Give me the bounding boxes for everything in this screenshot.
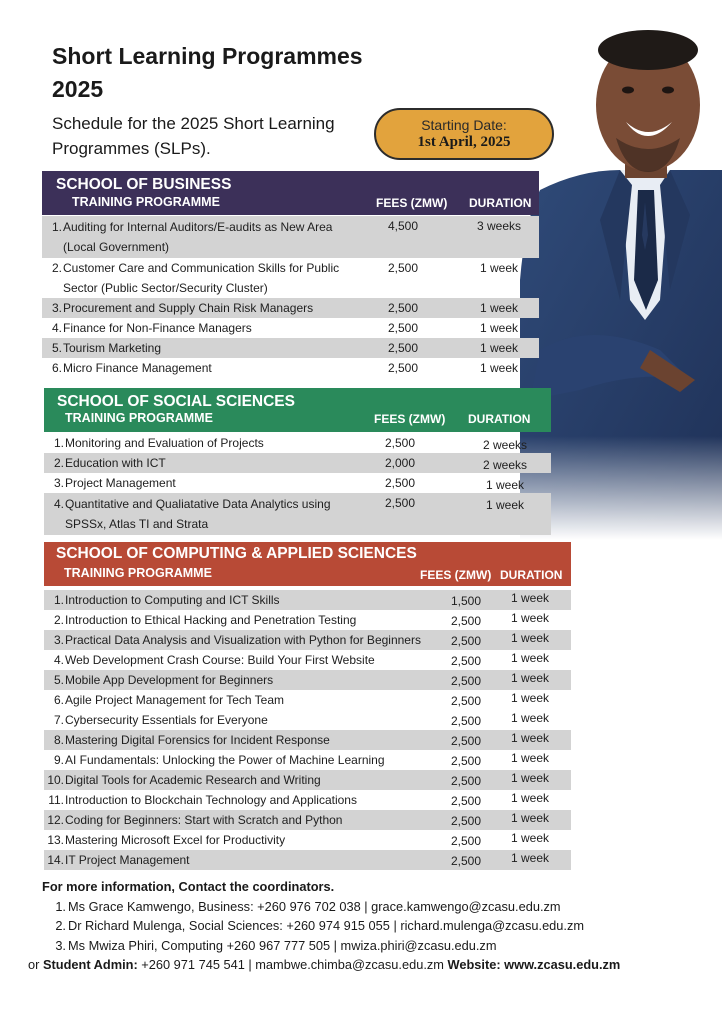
programme-title: Mastering Microsoft Excel for Productivity [65, 833, 286, 847]
row-number: 7. [53, 713, 64, 727]
coordinator-number: 3. [55, 937, 66, 953]
table-row [44, 610, 571, 630]
programme-fee: 2,500 [450, 834, 482, 848]
programme-title: Introduction to Ethical Hacking and Penetration Testing [65, 613, 357, 627]
programme-title: Coding for Beginners: Start with Scratch and Python [65, 813, 343, 827]
coordinator-details: Ms Mwiza Phiri, Computing +260 967 777 505 | mwiza.phiri@zcasu.edu.zm [68, 937, 497, 953]
row-number: 2. [51, 261, 62, 275]
table-row [44, 710, 571, 730]
table-row [42, 338, 539, 358]
programme-duration: 1 week [510, 811, 550, 825]
programme-title: Introduction to Computing and ICT Skills [65, 593, 280, 607]
row-number: 13. [47, 833, 64, 847]
programme-duration: 1 week [510, 731, 550, 745]
row-number: 4. [51, 321, 62, 335]
programme-fee: 2,500 [450, 814, 482, 828]
table-row [44, 630, 571, 650]
col-duration: DURATION [468, 412, 531, 426]
table-row [44, 433, 551, 453]
table-row [44, 453, 551, 473]
programme-title: Finance for Non-Finance Managers [63, 321, 252, 335]
programme-duration: 1 week [479, 341, 519, 355]
coordinator-details: Ms Grace Kamwengo, Business: +260 976 702 038 | grace.kamwengo@zcasu.edu.zm [68, 898, 561, 914]
programme-title: Procurement and Supply Chain Risk Managers [63, 301, 314, 315]
row-number: 4. [53, 653, 64, 667]
school-of-business-table [42, 171, 539, 378]
admin-contact: +260 971 745 541 | mambwe.chimba@zcasu.edu.zm [141, 957, 444, 972]
table-row [44, 850, 571, 870]
school-header [44, 542, 571, 586]
row-number: 12. [47, 813, 64, 827]
programme-duration: 1 week [510, 691, 550, 705]
programme-fee: 2,500 [384, 476, 416, 490]
table-row [44, 493, 551, 535]
programme-fee: 2,500 [450, 774, 482, 788]
programme-duration: 1 week [510, 851, 550, 865]
row-number: 14. [47, 853, 64, 867]
table-row [44, 830, 571, 850]
programme-duration: 1 week [510, 591, 550, 605]
row-number: 1. [53, 593, 64, 607]
row-number: 2. [53, 456, 64, 470]
contact-heading: For more information, Contact the coordinators. [42, 879, 335, 894]
row-number: 2. [53, 613, 64, 627]
programme-duration: 1 week [479, 301, 519, 315]
starting-date-label: Starting Date: [421, 117, 507, 133]
school-header [44, 388, 551, 432]
programme-fee: 2,500 [450, 754, 482, 768]
programme-title: Mastering Digital Forensics for Incident Response [65, 733, 330, 747]
row-number: 8. [53, 733, 64, 747]
programme-title: Web Development Crash Course: Build Your First Website [65, 653, 375, 667]
col-training-programme: TRAINING PROGRAMME [65, 411, 213, 425]
programme-title: Introduction to Blockchain Technology and Applications [65, 793, 357, 807]
row-number: 10. [47, 773, 64, 787]
programme-fee: 2,500 [387, 261, 419, 275]
col-fees: FEES (ZMW) [376, 196, 448, 210]
row-number: 9. [53, 753, 64, 767]
programme-title: Digital Tools for Academic Research and Writing [65, 773, 321, 787]
programme-fee: 2,500 [450, 854, 482, 868]
starting-date-value: 1st April, 2025 [417, 134, 511, 150]
row-number: 3. [53, 633, 64, 647]
programme-fee: 2,500 [384, 496, 416, 510]
table-row [42, 358, 539, 378]
programme-title: Customer Care and Communication Skills for Public Sector (Public Sector/Security Cluster) [63, 261, 340, 295]
school-name: SCHOOL OF BUSINESS [56, 176, 232, 193]
table-row [44, 810, 571, 830]
programme-fee: 2,500 [450, 654, 482, 668]
programme-fee: 2,500 [450, 794, 482, 808]
programme-duration: 1 week [510, 831, 550, 845]
programme-title: Cybersecurity Essentials for Everyone [65, 713, 268, 727]
table-row [44, 770, 571, 790]
school-of-social-sciences-table [44, 388, 551, 535]
admin-prefix: or [28, 957, 40, 972]
coordinator-details: Dr Richard Mulenga, Social Sciences: +260 974 915 055 | richard.mulenga@zcasu.edu.zm [68, 918, 585, 933]
col-fees: FEES (ZMW) [420, 568, 492, 582]
row-number: 1. [53, 436, 64, 450]
programme-fee: 2,500 [450, 694, 482, 708]
table-row [44, 650, 571, 670]
row-number: 5. [51, 341, 62, 355]
programme-duration: 1 week [510, 631, 550, 645]
programme-fee: 2,500 [387, 361, 419, 375]
programme-fee: 2,000 [384, 456, 416, 470]
programme-duration: 1 week [479, 321, 519, 335]
programme-duration: 1 week [510, 611, 550, 625]
table-row [42, 216, 539, 258]
programme-fee: 2,500 [450, 634, 482, 648]
page-title: Short Learning Programmes 2025 [52, 43, 363, 102]
programme-duration: 1 week [485, 478, 525, 492]
school-of-computing-table [44, 542, 571, 870]
row-number: 1. [51, 220, 62, 234]
programme-duration: 1 week [510, 651, 550, 665]
coordinator-number: 2. [55, 918, 66, 933]
programme-fee: 2,500 [450, 734, 482, 748]
table-row [44, 590, 571, 610]
programme-fee: 4,500 [387, 219, 419, 233]
programme-duration: 2 weeks [482, 458, 528, 472]
programme-title: Tourism Marketing [63, 341, 162, 355]
row-number: 4. [53, 497, 64, 511]
row-number: 3. [53, 476, 64, 490]
coordinator-item [42, 936, 712, 956]
programme-fee: 1,500 [450, 594, 482, 608]
coordinator-number: 1. [55, 898, 66, 914]
website-label: Website: [447, 957, 501, 972]
row-number: 11. [48, 793, 64, 807]
programme-fee: 2,500 [387, 321, 419, 335]
school-name: SCHOOL OF COMPUTING & APPLIED SCIENCES [56, 545, 417, 562]
programme-title: AI Fundamentals: Unlocking the Power of Machine Learning [65, 753, 385, 767]
table-row [42, 258, 539, 298]
programme-duration: 1 week [479, 361, 519, 375]
programme-title: Education with ICT [65, 456, 166, 470]
table-row [44, 473, 551, 493]
programme-fee: 2,500 [387, 341, 419, 355]
programme-duration: 1 week [510, 671, 550, 685]
contact-section [28, 877, 712, 975]
table-row [44, 690, 571, 710]
programme-fee: 2,500 [387, 301, 419, 315]
table-row [44, 670, 571, 690]
programme-duration: 1 week [479, 261, 519, 275]
school-name: SCHOOL OF SOCIAL SCIENCES [57, 393, 295, 410]
programme-title: Auditing for Internal Auditors/E-audits as New Area (Local Government) [63, 220, 333, 254]
col-training-programme: TRAINING PROGRAMME [72, 195, 220, 209]
row-number: 6. [53, 693, 64, 707]
table-row [44, 790, 571, 810]
row-number: 6. [51, 361, 62, 375]
table-row [42, 318, 539, 338]
col-fees: FEES (ZMW) [374, 412, 446, 426]
table-row [44, 750, 571, 770]
school-header [42, 171, 539, 215]
programme-fee: 2,500 [450, 714, 482, 728]
programme-title: IT Project Management [65, 853, 190, 867]
programme-duration: 3 weeks [476, 219, 522, 233]
website-link[interactable]: www.zcasu.edu.zm [504, 957, 621, 972]
table-row [42, 298, 539, 318]
programme-title: Quantitative and Qualiatative Data Analytics using SPSSx, Atlas TI and Strata [65, 497, 331, 531]
programme-duration: 2 weeks [482, 438, 528, 452]
programme-title: Agile Project Management for Tech Team [65, 693, 285, 707]
admin-label: Student Admin: [42, 957, 138, 972]
programme-duration: 1 week [510, 711, 550, 725]
programme-duration: 1 week [510, 771, 550, 785]
table-row [44, 730, 571, 750]
programme-title: Monitoring and Evaluation of Projects [65, 436, 264, 450]
page-subtitle: Schedule for the 2025 Short Learning Programmes (SLPs). [52, 114, 335, 158]
programme-duration: 1 week [510, 751, 550, 765]
programme-title: Micro Finance Management [63, 361, 212, 375]
programme-title: Practical Data Analysis and Visualization with Python for Beginners [65, 633, 421, 647]
col-training-programme: TRAINING PROGRAMME [64, 566, 212, 580]
col-duration: DURATION [469, 196, 532, 210]
programme-duration: 1 week [510, 791, 550, 805]
col-duration: DURATION [500, 568, 563, 582]
programme-fee: 2,500 [450, 614, 482, 628]
row-number: 3. [51, 301, 62, 315]
programme-duration: 1 week [485, 498, 525, 512]
programme-title: Mobile App Development for Beginners [65, 673, 274, 687]
student-admin-line [28, 955, 712, 975]
coordinator-item [42, 897, 712, 917]
programme-fee: 2,500 [384, 436, 416, 450]
row-number: 5. [53, 673, 64, 687]
programme-title: Project Management [65, 476, 176, 490]
coordinator-item [42, 916, 712, 936]
programme-fee: 2,500 [450, 674, 482, 688]
